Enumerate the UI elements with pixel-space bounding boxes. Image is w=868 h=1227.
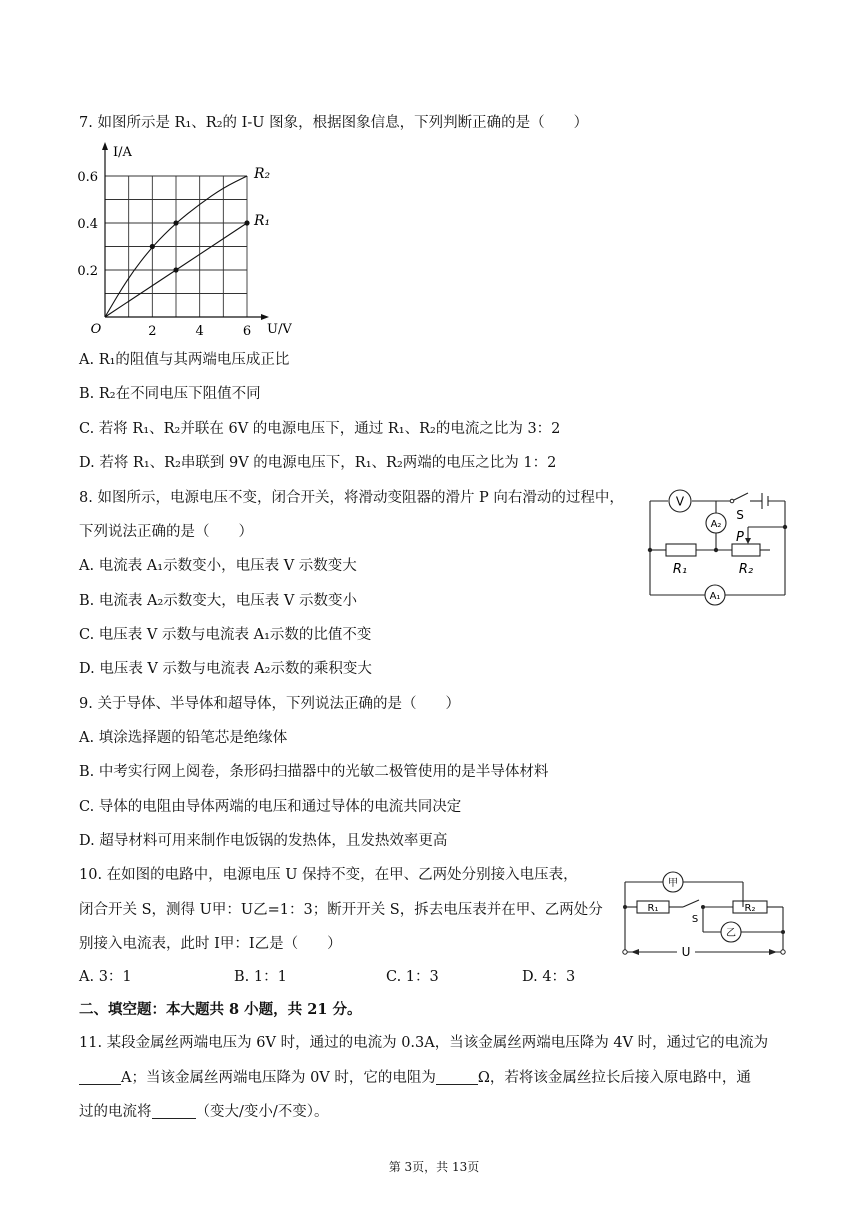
x-axis-arrow [261, 314, 269, 320]
q11-line3 [79, 1102, 329, 1122]
y-axis-arrow [102, 142, 108, 150]
data-point [173, 267, 178, 272]
data-point [244, 220, 249, 225]
q8-option-a: A. 电流表 A₁示数变小，电压表 V 示数变大 [79, 558, 357, 574]
q8-stem-line2: 下列说法正确的是（ ） [79, 524, 253, 540]
q10-r1-label: R₁ [647, 903, 659, 914]
x-tick-label: 2 [148, 324, 157, 339]
q10-option-b: B. 1：1 [234, 969, 287, 985]
y-tick-label: 0.4 [77, 217, 98, 232]
yi-label: 乙 [726, 928, 736, 939]
q9-stem: 9. 关于导体、半导体和超导体，下列说法正确的是（ ） [79, 696, 460, 712]
q10-stem-line1: 10. 在如图的电路中，电源电压 U 保持不变，在甲、乙两处分别接入电压表， [79, 867, 578, 883]
y-tick-label: 0.2 [77, 264, 98, 279]
y-tick-label: 0.6 [77, 170, 98, 185]
iu-chart [72, 140, 312, 345]
q7-option-d: D. 若将 R₁、R₂串联到 9V 的电源电压下，R₁、R₂两端的电压之比为 1：2 [79, 455, 557, 471]
q9-option-d: D. 超导材料可用来制作电饭锅的发热体，且发热效率更高 [79, 833, 448, 849]
q10-switch-label: S [691, 914, 699, 925]
q7-option-b: B. R₂在不同电压下阻值不同 [79, 386, 261, 402]
q11-line2-b: Ω，若将该金属丝拉长后接入原电路中，通 [477, 1070, 751, 1086]
q8-stem-line1: 8. 如图所示，电源电压不变，闭合开关，将滑动变阻器的滑片 P 向右滑动的过程中， [79, 490, 624, 506]
x-tick-label: 6 [242, 324, 252, 339]
q8-circuit-diagram [640, 485, 800, 610]
q11-blank-3[interactable] [152, 1103, 196, 1119]
q10-option-c: C. 1：3 [386, 969, 439, 985]
q11-line3-b: （变大/变小/不变）。 [195, 1104, 329, 1120]
ammeter-a1-label: A₁ [709, 591, 721, 602]
y-axis-label: I/A [113, 145, 132, 160]
jia-label: 甲 [668, 878, 678, 889]
voltmeter-label: V [675, 494, 685, 509]
q7-option-a: A. R₁的阻值与其两端电压成正比 [79, 352, 290, 368]
ammeter-a2-label: A₂ [710, 519, 722, 530]
x-tick-label: 4 [195, 324, 204, 339]
q8-option-d: D. 电压表 V 示数与电流表 A₂示数的乘积变大 [79, 661, 372, 677]
q10-stem-line2: 闭合开关 S，测得 U甲：U乙=1：3；断开开关 S，拆去电压表并在甲、乙两处分 [79, 902, 603, 918]
q10-option-a: A. 3：1 [79, 969, 132, 985]
q8-option-b: B. 电流表 A₂示数变大，电压表 V 示数变小 [79, 593, 357, 609]
data-point [150, 244, 155, 249]
q8-option-c: C. 电压表 V 示数与电流表 A₁示数的比值不变 [79, 627, 372, 643]
q9-option-a: A. 填涂选择题的铅笔芯是绝缘体 [79, 730, 288, 746]
q11-line2 [79, 1068, 751, 1088]
q10-option-d: D. 4：3 [522, 969, 576, 985]
q7-option-c: C. 若将 R₁、R₂并联在 6V 的电源电压下，通过 R₁、R₂的电流之比为 3：2 [79, 421, 561, 437]
q9-option-c: C. 导体的电阻由导体两端的电压和通过导体的电流共同决定 [79, 799, 462, 815]
series-label: R₂ [254, 166, 271, 182]
r2-label: R₂ [738, 562, 754, 577]
series-label: R₁ [254, 213, 271, 229]
chart-series [105, 166, 271, 317]
section2-title: 二、填空题：本大题共 8 小题，共 21 分。 [79, 1001, 362, 1018]
q11-line2-a: A；当该金属丝两端电压降为 0V 时，它的电阻为 [121, 1070, 436, 1086]
q7-stem: 7. 如图所示是 R₁、R₂的 I-U 图象，根据图象信息，下列判断正确的是（ ） [79, 115, 589, 131]
r1-label: R₁ [672, 562, 688, 577]
q10-circuit-diagram [615, 860, 795, 965]
x-axis-label: U/V [267, 322, 292, 337]
q11-blank-2[interactable] [436, 1069, 478, 1085]
page-footer: 第 3页，共 13页 [388, 1160, 480, 1174]
chart-grid [105, 176, 247, 317]
q11-line1: 11. 某段金属丝两端电压为 6V 时，通过的电流为 0.3A，当该金属丝两端电压降为 4V 时，通过它的电流为 [79, 1035, 769, 1051]
q9-option-b: B. 中考实行网上阅卷，条形码扫描器中的光敏二极管使用的是半导体材料 [79, 764, 549, 780]
q10-r2-label: R₂ [744, 903, 756, 914]
q10-stem-line3: 别接入电流表，此时 I甲：I乙是（ ） [79, 936, 342, 952]
data-point [173, 220, 178, 225]
q10-source-label: U [681, 945, 691, 959]
switch-label: S [736, 508, 744, 522]
q11-blank-1[interactable] [79, 1069, 121, 1085]
q11-line3-a: 过的电流将 [79, 1104, 152, 1120]
origin-label: O [90, 322, 102, 337]
slider-label: P [736, 530, 744, 545]
